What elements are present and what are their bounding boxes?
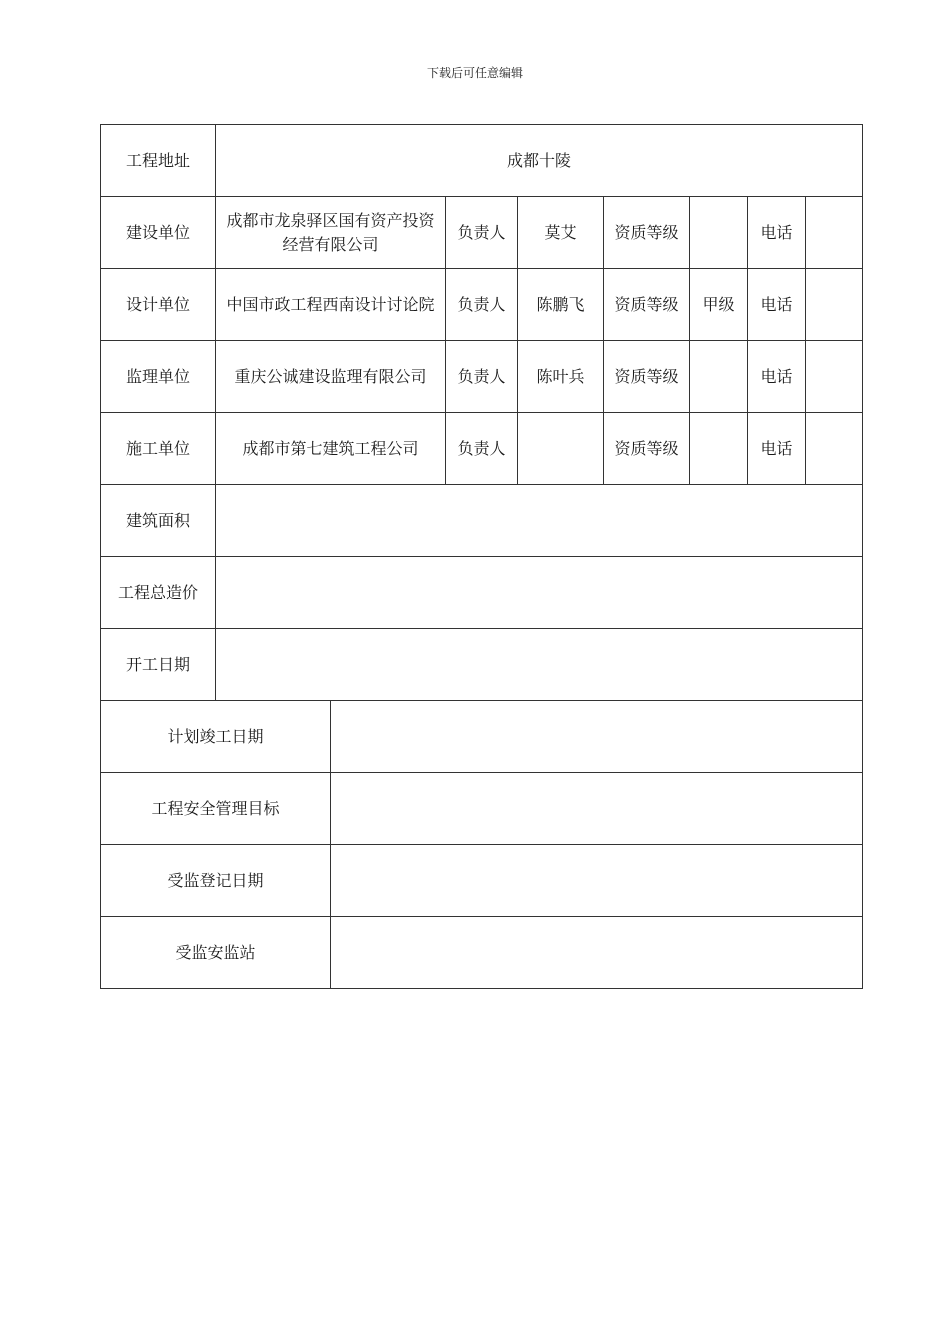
value-qualification[interactable] [690,341,748,413]
row-contractor-unit [101,413,863,485]
row-planned-completion [101,701,863,773]
label-supervision-unit: 监理单位 [101,341,216,413]
label-safety-station: 受监安监站 [101,917,331,989]
label-phone: 电话 [748,197,806,269]
value-person-in-charge[interactable]: 陈鹏飞 [518,269,604,341]
row-address [101,125,863,197]
label-construction-unit: 建设单位 [101,197,216,269]
label-planned-completion: 计划竣工日期 [101,701,331,773]
label-start-date: 开工日期 [101,629,216,701]
value-phone[interactable] [806,413,863,485]
label-person-in-charge: 负责人 [446,197,518,269]
value-phone[interactable] [806,341,863,413]
label-address: 工程地址 [101,125,216,197]
value-qualification[interactable]: 甲级 [690,269,748,341]
value-phone[interactable] [806,269,863,341]
label-qualification: 资质等级 [604,341,690,413]
value-design-unit[interactable]: 中国市政工程西南设计讨论院 [216,269,446,341]
value-phone[interactable] [806,197,863,269]
label-total-cost: 工程总造价 [101,557,216,629]
row-start-date [101,629,863,701]
page-header: 下载后可任意编辑 [426,66,523,80]
value-construction-unit[interactable]: 成都市龙泉驿区国有资产投资经营有限公司 [216,197,446,269]
value-person-in-charge[interactable]: 陈叶兵 [518,341,604,413]
label-safety-goal: 工程安全管理目标 [101,773,331,845]
value-start-date[interactable] [216,629,863,701]
value-safety-goal[interactable] [331,773,863,845]
label-person-in-charge: 负责人 [446,269,518,341]
label-phone: 电话 [748,269,806,341]
value-registration-date[interactable] [331,845,863,917]
row-design-unit [101,269,863,341]
label-phone: 电话 [748,413,806,485]
row-construction-unit [101,197,863,269]
label-registration-date: 受监登记日期 [101,845,331,917]
value-address[interactable]: 成都十陵 [216,125,863,197]
value-qualification[interactable] [690,413,748,485]
label-qualification: 资质等级 [604,269,690,341]
value-planned-completion[interactable] [331,701,863,773]
row-registration-date [101,845,863,917]
value-person-in-charge[interactable]: 莫艾 [518,197,604,269]
label-person-in-charge: 负责人 [446,413,518,485]
value-qualification[interactable] [690,197,748,269]
label-building-area: 建筑面积 [101,485,216,557]
label-design-unit: 设计单位 [101,269,216,341]
label-qualification: 资质等级 [604,413,690,485]
row-safety-goal [101,773,863,845]
label-phone: 电话 [748,341,806,413]
project-info-table [100,124,863,989]
label-person-in-charge: 负责人 [446,341,518,413]
value-contractor-unit[interactable]: 成都市第七建筑工程公司 [216,413,446,485]
value-supervision-unit[interactable]: 重庆公诚建设监理有限公司 [216,341,446,413]
row-supervision-unit [101,341,863,413]
value-building-area[interactable] [216,485,863,557]
value-total-cost[interactable] [216,557,863,629]
row-total-cost [101,557,863,629]
label-qualification: 资质等级 [604,197,690,269]
row-safety-station [101,917,863,989]
value-safety-station[interactable] [331,917,863,989]
label-contractor-unit: 施工单位 [101,413,216,485]
value-person-in-charge[interactable] [518,413,604,485]
row-building-area [101,485,863,557]
